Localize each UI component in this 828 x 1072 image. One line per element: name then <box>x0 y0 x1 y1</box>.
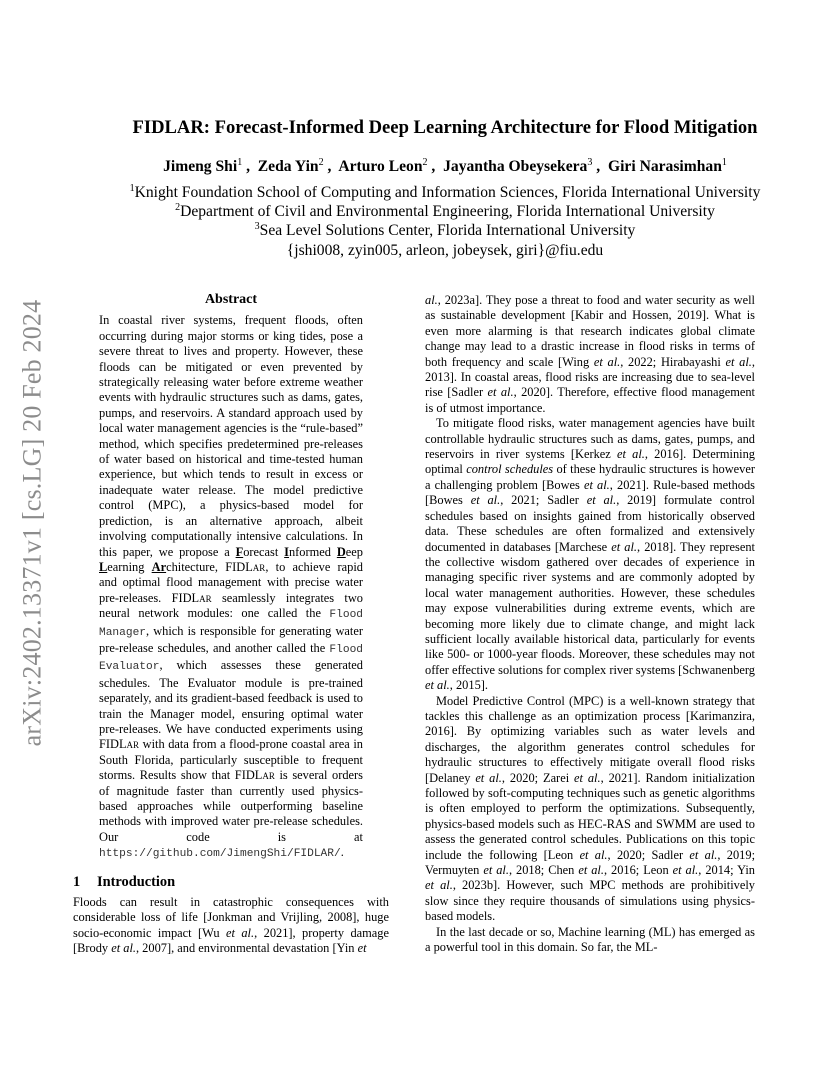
author-list: Jimeng Shi$^1$ , Zeda Yin$^2$ , Arturo Leon$^2$ , Jayantha Obeysekera$^3$ , Giri Narasimhan$^1$ <box>163 157 727 176</box>
affiliation: $^2$Department of Civil and Environmental Engineering, Florida International University <box>175 202 715 221</box>
paper-title: FIDLAR: Forecast-Informed Deep Learning Architecture for Flood Mitigation <box>132 117 758 138</box>
author: Zeda Yin$^2$ <box>257 157 324 176</box>
right-column <box>425 293 755 955</box>
arxiv-sidebar <box>14 288 50 758</box>
code-flood-manager: Flood Manager <box>99 609 363 639</box>
author: Jayantha Obeysekera$^3$ <box>443 157 593 176</box>
abstract-body <box>73 313 389 862</box>
abstract-text: In coastal river systems, frequent floods, often occurring during major storms or king tides, pose a severe threat to lives and property. However, these floods can be mitigated or even prevented by strategically releasing water before extreme weather events with hydraulic structures such as dams, gates, pumps, and reservoirs. A standard approach used by local water management agencies is the “rule-based” method, which specifies predetermined pre-releases of water based on historical and time-tested human experience, but which tends to result in excess or inadequate water release. The model predictive control (MPC), a physics-based model for prediction, is an alternative approach, albeit involving computationally intensive calculations. In this paper, we propose a Forecast Informed Deep Learning Architecture, FIDLar, to achieve rapid and optimal flood management with precise water pre-releases. FIDLar seamlessly integrates two neural network modules: one called the Flood Manager, which is responsible for generating water pre-release schedules, and another called the Flood Evaluator, which assesses these generated schedules. The Evaluator module is pre-trained separately, and its gradient-based feedback is used to train the Manager model, ensuring optimal water pre-releases. We have conducted experiments using FIDLar with data from a flood-prone coastal area in South Florida, particularly susceptible to frequent storms. Results show that FIDLar is several orders of magnitude faster than currently used physics-based approaches while outperforming baseline methods with improved water pre-release schedules. Our code is at https://github.com/JimengShi/FIDLAR/. <box>99 313 363 861</box>
abstract-heading: Abstract <box>204 292 258 307</box>
affiliation: $^1$Knight Foundation School of Computing and Information Sciences, Florida International University <box>129 183 761 202</box>
section-heading-introduction: 1 Introduction <box>73 873 176 890</box>
code-flood-evaluator: Flood Evaluator <box>99 643 363 674</box>
body-paragraph: In the last decade or so, Machine learning (ML) has emerged as a powerful tool in this domain. So far, the ML- <box>425 924 755 955</box>
intro-paragraph: Floods can result in catastrophic consequences with considerable loss of life [Jonkman and Vrijling, 2008], huge socio-economic impact [Wu et al., 2021], property damage [Brody et al., 2007], and environmental devastation [Yin et <box>73 895 389 956</box>
author: Jimeng Shi$^1$ <box>163 157 243 176</box>
code-url-link[interactable]: https://github.com/JimengShi/FIDLAR/ <box>99 848 341 861</box>
body-paragraph: al., 2023a]. They pose a threat to food and water security as well as sustainable development [Kabir and Hossen, 2019]. What is even more alarming is that research indicates global climate change may lead to a drastic increase in flood risks in terms of both frequency and scale [Wing et al., 2022; Hirabayashi et al., 2013]. In coastal areas, flood risks are increasing due to sea-level rise [Sadler et al., 2020]. Therefore, effective flood management is of utmost importance. <box>425 293 755 415</box>
left-column <box>73 292 389 957</box>
author-emails: {jshi008, zyin005, arleon, jobeysek, giri}@fiu.edu <box>286 242 604 259</box>
body-paragraph: Model Predictive Control (MPC) is a well-known strategy that tackles this challenge as an optimization process [Karimanzira, 2016]. By optimizing variables such as water levels and discharges, the algorithm generates control schedules for hydraulic structures to effectively mitigate overall flood risks [Delaney et al., 2020; Zarei et al., 2021]. Random initialization followed by soft-computing techniques such as genetic algorithms is often employed to perform the optimizations. Subsequently, physics-based models such as HEC-RAS and SWMM are used to assess the generated control schedules. Publications on this topic include the following [Leon et al., 2020; Sadler et al., 2019; Vermuyten et al., 2018; Chen et al., 2016; Leon et al., 2014; Yin et al., 2023b]. However, such MPC methods are prohibitively slow since they require thousands of simulations using physics-based models. <box>425 693 756 924</box>
arxiv-identifier: arXiv:2402.13371v1 [cs.LG] 20 Feb 2024 <box>17 299 46 747</box>
author: Giri Narasimhan$^1$ <box>607 157 727 176</box>
author: Arturo Leon$^2$ <box>338 157 428 176</box>
body-paragraph: To mitigate flood risks, water management agencies have built controllable hydraulic structures such as dams, gates, pumps, and reservoirs in river systems [Kerkez et al., 2016]. Determining optimal control schedules of these hydraulic structures is however a challenging problem [Bowes et al., 2021]. Rule-based methods [Bowes et al., 2021; Sadler et al., 2019] formulate control schedules based on insights gained from historically observed data. These schedules are often formalized and extensively documented in databases [Marchese et al., 2018]. They represent the collective wisdom gathered over decades of experience in managing specific river systems and are commonly adopted by local water management authorities. However, these schedules may expose vulnerabilities during extreme events, which are becoming more likely due to climate change, and might lack sufficient locally available historical data, particularly for events like 500- or 1000-year floods. Moreover, these schedules may not offer effective solutions for complex river systems [Schwanenberg et al., 2015]. <box>425 416 755 693</box>
affiliation: $^3$Sea Level Solutions Center, Florida International University <box>254 221 636 240</box>
